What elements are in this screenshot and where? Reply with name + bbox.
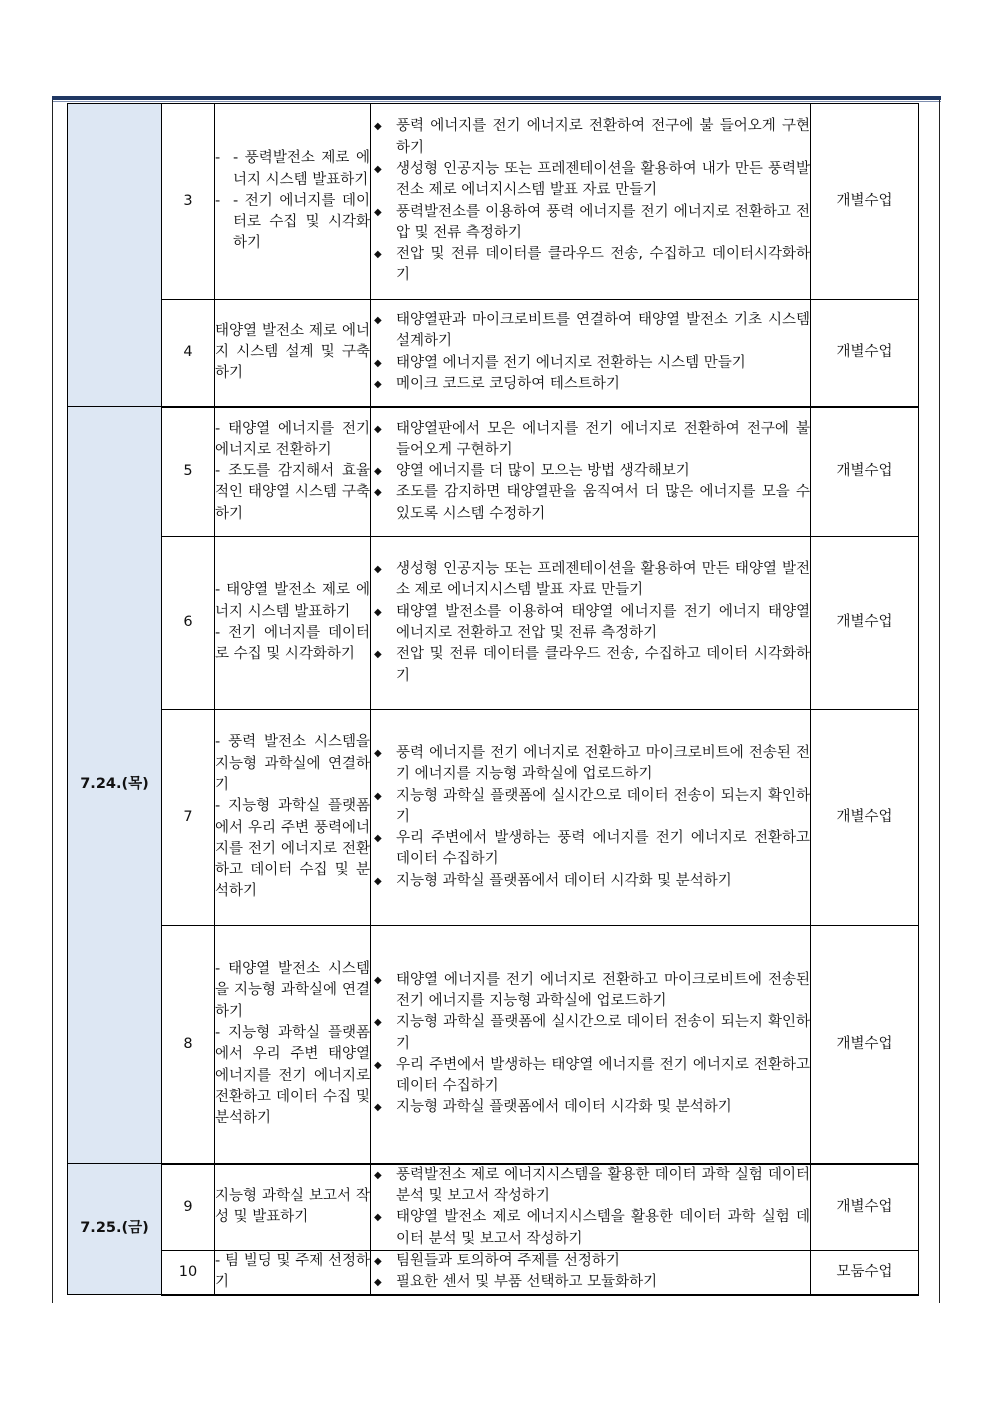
list-item: ◆ 필요한 센서 및 부품 선택하고 모듈화하기 xyxy=(371,1272,810,1293)
topic-line: - 태양열 발전소 제로 에너지 시스템 발표하기 xyxy=(215,582,370,620)
class-type: 개별수업 xyxy=(811,926,919,1164)
list-item: ◆ 태양열판에서 모은 에너지를 전기 에너지로 전환하여 전구에 불 들어오게 구현하기 xyxy=(374,420,810,458)
topic-cell xyxy=(215,537,371,710)
topic-line: - 전기 에너지를 데이터로 수집 및 시각화하기 xyxy=(233,192,370,252)
diamond-bullet-icon: ◆ xyxy=(374,249,382,261)
diamond-bullet-icon: ◆ xyxy=(374,466,382,478)
topic-cell xyxy=(215,300,371,407)
table-row xyxy=(68,300,919,407)
lesson-plan-table xyxy=(67,103,919,1296)
page-border-left xyxy=(52,100,53,1303)
list-item: ◆ 양열 에너지를 더 많이 모으는 방법 생각해보기 xyxy=(371,461,810,482)
session-number: 4 xyxy=(162,300,215,407)
list-item: ◆ 지능형 과학실 플랫폼에 실시간으로 데이터 전송이 되는지 확인하기 xyxy=(374,787,810,825)
list-item: ◆ 우리 주변에서 발생하는 태양열 에너지를 전기 에너지로 전환하고 데이터 수집하기 xyxy=(374,1056,810,1095)
day-label-724: 7.24.(목) xyxy=(68,407,162,1164)
list-item: ◆ 태양열 에너지를 전기 에너지로 전환하고 마이크로비트에 전송된 전기 에너지를 지능형 과학실에 업로드하기 xyxy=(374,971,810,1009)
topic-line: - 팀 빌딩 및 주제 선정하기 xyxy=(215,1253,370,1291)
diamond-bullet-icon: ◆ xyxy=(374,315,382,327)
diamond-bullet-icon: ◆ xyxy=(374,1059,382,1071)
topic-cell xyxy=(215,926,371,1164)
session-number: 9 xyxy=(162,1164,215,1251)
session-number: 7 xyxy=(162,710,215,926)
diamond-bullet-icon: ◆ xyxy=(374,790,382,802)
list-item: ◆ 우리 주변에서 발생하는 풍력 에너지를 전기 에너지로 전환하고 데이터 수집하기 xyxy=(374,830,810,868)
topic-line: - 지능형 과학실 플랫폼에서 우리 주변 태양열 에너지를 전기 에너지로 전환하고 데이터 수집 및 분석하기 xyxy=(215,1024,370,1127)
activities-cell xyxy=(371,710,811,926)
diamond-bullet-icon: ◆ xyxy=(374,379,382,391)
day-label-725: 7.25.(금) xyxy=(68,1164,162,1295)
session-number: 3 xyxy=(162,104,215,300)
header-rule xyxy=(52,96,941,100)
list-item: ◆ 생성형 인공지능 또는 프레젠테이션을 활용하여 만든 태양열 발전소 제로 에너지시스템 발표 자료 만들기 xyxy=(374,561,810,599)
table-row xyxy=(68,537,919,710)
activities-cell xyxy=(371,1164,811,1251)
list-item: ◆ 풍력 에너지를 전기 에너지로 전환하여 전구에 불 들어오게 구현하기 xyxy=(374,118,810,156)
diamond-bullet-icon: ◆ xyxy=(374,875,382,887)
list-item: ◆ 팀원들과 토의하여 주제를 선정하기 xyxy=(371,1251,810,1272)
activities-cell xyxy=(371,537,811,710)
session-number: 10 xyxy=(162,1251,215,1295)
class-type: 개별수업 xyxy=(811,710,919,926)
day-cell-previous xyxy=(68,104,162,407)
diamond-bullet-icon: ◆ xyxy=(374,357,382,369)
topic-cell xyxy=(215,710,371,926)
list-item: ◆ 생성형 인공지능 또는 프레젠테이션을 활용하여 내가 만든 풍력발전소 제로 에너지시스템 발표 자료 만들기 xyxy=(374,160,810,199)
activities-cell xyxy=(371,1251,811,1295)
list-item: ◆ 풍력발전소 제로 에너지시스템을 활용한 데이터 과학 실험 데이터 분석 및 보고서 작성하기 xyxy=(374,1166,810,1204)
list-item: ◆ 조도를 감지하면 태양열판을 움직여서 더 많은 에너지를 모을 수 있도록 시스템 수정하기 xyxy=(374,484,810,522)
topic-cell xyxy=(215,1164,371,1251)
table-row xyxy=(68,1251,919,1295)
list-item: ◆ 풍력발전소를 이용하여 풍력 에너지를 전기 에너지로 전환하고 전압 및 전류 측정하기 xyxy=(374,203,810,241)
table-row xyxy=(68,104,919,300)
class-type: 개별수업 xyxy=(811,1164,919,1251)
table-row xyxy=(68,407,919,537)
table-row xyxy=(68,710,919,926)
list-item: ◆ 지능형 과학실 플랫폼에서 데이터 시각화 및 분석하기 xyxy=(371,871,810,892)
topic-line: - 풍력발전소 제로 에너지 시스템 발표하기 xyxy=(233,150,370,188)
diamond-bullet-icon: ◆ xyxy=(374,423,382,435)
diamond-bullet-icon: ◆ xyxy=(374,487,382,499)
list-item: ◆ 지능형 과학실 플랫폼에 실시간으로 데이터 전송이 되는지 확인하기 xyxy=(374,1014,810,1052)
diamond-bullet-icon: ◆ xyxy=(374,974,382,986)
diamond-bullet-icon: ◆ xyxy=(374,747,382,759)
diamond-bullet-icon: ◆ xyxy=(374,1212,382,1224)
topic-line: - 전기 에너지를 데이터로 수집 및 시각화하기 xyxy=(215,625,370,663)
topic-line: 태양열 발전소 제로 에너지 시스템 설계 및 구축하기 xyxy=(215,322,370,382)
diamond-bullet-icon: ◆ xyxy=(374,649,382,661)
session-number: 8 xyxy=(162,926,215,1164)
diamond-bullet-icon: ◆ xyxy=(374,121,382,133)
topic-line: - 조도를 감지해서 효율적인 태양열 시스템 구축 하기 xyxy=(215,463,370,522)
activities-cell xyxy=(371,926,811,1164)
list-item: ◆ 전압 및 전류 데이터를 클라우드 전송, 수집하고 데이터 시각화하기 xyxy=(374,646,810,684)
session-number: 6 xyxy=(162,537,215,710)
diamond-bullet-icon: ◆ xyxy=(374,1169,382,1181)
topic-line: - 풍력 발전소 시스템을 지능형 과학실에 연결하기 xyxy=(215,734,370,793)
diamond-bullet-icon: ◆ xyxy=(374,833,382,845)
list-item: ◆ 태양열 발전소를 이용하여 태양열 에너지를 전기 에너지 태양열 에너지로 전환하고 전압 및 전류 측정하기 xyxy=(374,603,810,641)
header-rule-thin xyxy=(52,101,941,102)
topic-cell: - - 풍력발전소 제로 에너지 시스템 발표하기 - - 전기 에너지를 데이터로 수집 및 시각화하기 xyxy=(215,104,371,300)
diamond-bullet-icon: ◆ xyxy=(374,1277,382,1289)
topic-line: - 지능형 과학실 플랫폼에서 우리 주변 풍력에너지를 전기 에너지로 전환하고 데이터 수집 및 분석하기 xyxy=(215,798,370,900)
diamond-bullet-icon: ◆ xyxy=(374,564,382,576)
topic-line: - 태양열 발전소 시스템을 지능형 과학실에 연결하기 xyxy=(215,961,370,1020)
list-item: ◆ 메이크 코드로 코딩하여 테스트하기 xyxy=(371,374,810,395)
topic-line: 지능형 과학실 보고서 작성 및 발표하기 xyxy=(215,1187,370,1226)
list-item: ◆ 풍력 에너지를 전기 에너지로 전환하고 마이크로비트에 전송된 전기 에너지를 지능형 과학실에 업로드하기 xyxy=(374,744,810,783)
list-item: ◆ 지능형 과학실 플랫폼에서 데이터 시각화 및 분석하기 xyxy=(371,1097,810,1118)
class-type: 개별수업 xyxy=(811,300,919,407)
activities-cell xyxy=(371,300,811,407)
list-item: ◆ 태양열 발전소 제로 에너지시스템을 활용한 데이터 과학 실험 데이터 분석 및 보고서 작성하기 xyxy=(374,1209,810,1247)
class-type: 모둠수업 xyxy=(811,1251,919,1295)
diamond-bullet-icon: ◆ xyxy=(374,1017,382,1029)
topic-cell xyxy=(215,407,371,537)
diamond-bullet-icon: ◆ xyxy=(374,206,382,218)
diamond-bullet-icon: ◆ xyxy=(374,606,382,618)
list-item: ◆ 태양열 에너지를 전기 에너지로 전환하는 시스템 만들기 xyxy=(371,353,810,374)
activities-cell xyxy=(371,104,811,300)
diamond-bullet-icon: ◆ xyxy=(374,1102,382,1114)
table-row xyxy=(68,926,919,1164)
class-type: 개별수업 xyxy=(811,407,919,537)
list-item: ◆ 태양열판과 마이크로비트를 연결하여 태양열 발전소 기초 시스템 설계하기 xyxy=(374,312,810,350)
table-row xyxy=(68,1164,919,1251)
diamond-bullet-icon: ◆ xyxy=(374,1256,382,1267)
activities-cell xyxy=(371,407,811,537)
class-type: 개별수업 xyxy=(811,104,919,300)
diamond-bullet-icon: ◆ xyxy=(374,163,382,175)
topic-line: - 태양열 에너지를 전기 에너지로 전환하기 xyxy=(215,420,370,458)
list-item: ◆ 전압 및 전류 데이터를 클라우드 전송, 수집하고 데이터시각화하기 xyxy=(374,246,810,284)
session-number: 5 xyxy=(162,407,215,537)
class-type: 개별수업 xyxy=(811,537,919,710)
topic-cell xyxy=(215,1251,371,1295)
page-border-right xyxy=(939,100,940,1303)
